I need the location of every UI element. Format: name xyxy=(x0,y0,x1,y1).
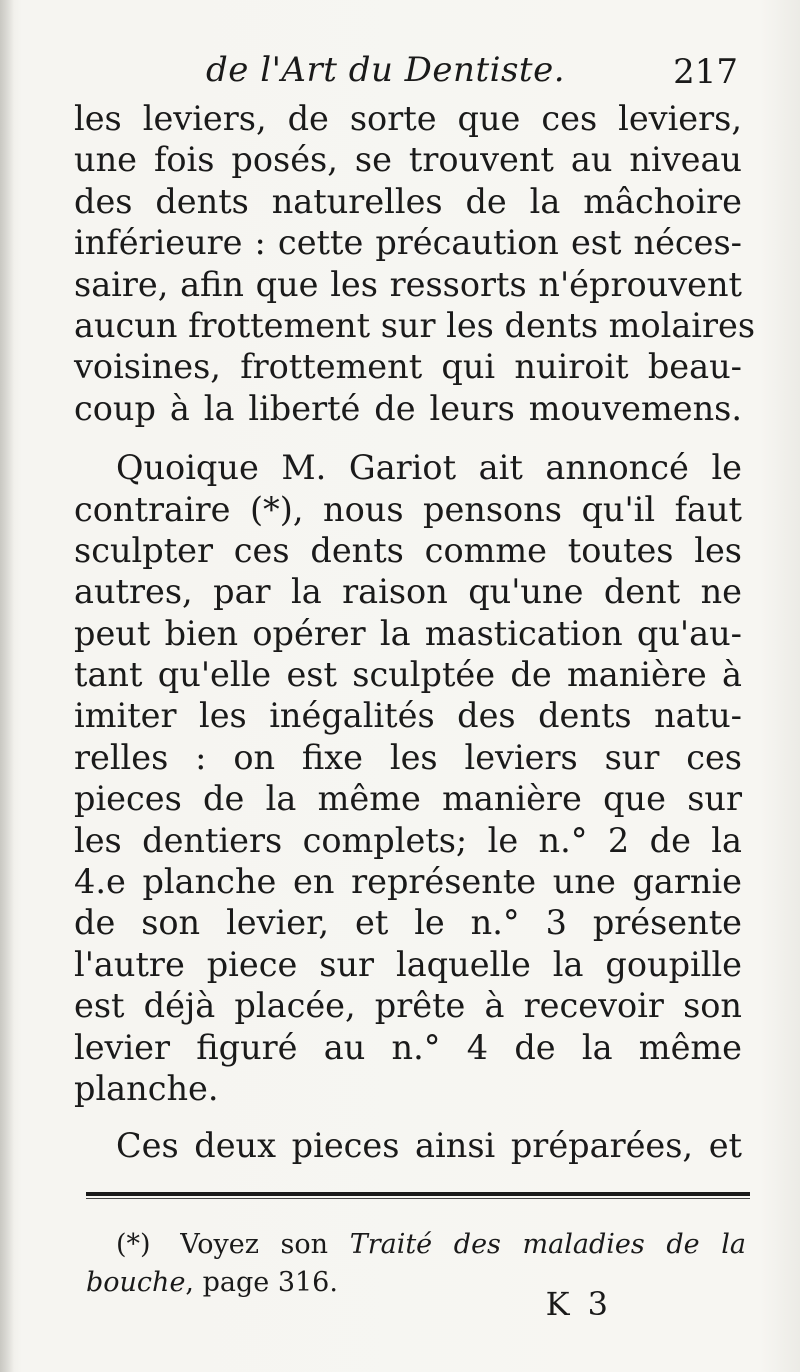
text-line: levier figuré au n.° 4 de la même xyxy=(74,1027,742,1067)
text-line: voisines, frottement qui nuiroit beau- xyxy=(74,347,742,387)
paragraph-gap xyxy=(74,429,742,447)
footnote-rule xyxy=(86,1192,750,1196)
text-line: relles : on fixe les leviers sur ces xyxy=(74,737,742,777)
text-line: 4.e planche en représente une garnie xyxy=(74,862,742,902)
gutter-shadow xyxy=(0,0,14,1372)
text-line: coup à la liberté de leurs mouvemens. xyxy=(74,388,742,428)
footnote xyxy=(86,1226,746,1302)
text-line: pieces de la même manière que sur xyxy=(74,779,742,819)
text-line: inférieure : cette précaution est néces- xyxy=(74,223,742,263)
text-line: de son levier, et le n.° 3 présente xyxy=(74,903,742,943)
footnote-line xyxy=(86,1264,746,1302)
text-line: des dents naturelles de la mâchoire xyxy=(74,181,742,221)
text-line: tant qu'elle est sculptée de manière à xyxy=(74,655,742,695)
text-line: est déjà placée, prête à recevoir son xyxy=(74,986,742,1026)
text-line: autres, par la raison qu'une dent ne xyxy=(74,572,742,612)
text-line: aucun frottement sur les dents molaires xyxy=(74,305,756,345)
footnote-line xyxy=(86,1226,746,1264)
text-line: contraire (*), nous pensons qu'il faut xyxy=(74,489,742,529)
running-title: de l'Art du Dentiste. xyxy=(206,50,566,90)
footnote-text: Voyez son xyxy=(180,1229,329,1260)
text-line: les dentiers complets; le n.° 2 de la xyxy=(74,820,742,860)
text-line: peut bien opérer la mastication qu'au- xyxy=(74,613,742,653)
text-line: imiter les inégalités des dents natu- xyxy=(74,696,742,736)
page-number: 217 xyxy=(673,52,738,92)
text-line: l'autre piece sur laquelle la goupille xyxy=(74,944,742,984)
text-line: les leviers, de sorte que ces leviers, xyxy=(74,99,742,138)
text-line: Ces deux pieces ainsi préparées, et xyxy=(116,1126,742,1166)
footnote-rule-thin xyxy=(86,1198,750,1199)
footnote-text: , page 316. xyxy=(185,1267,338,1298)
page-header xyxy=(76,40,746,100)
paragraph-gap xyxy=(74,1109,742,1125)
text-line: planche. xyxy=(74,1068,219,1108)
text-line: Quoique M. Gariot ait annoncé le xyxy=(116,448,742,488)
signature-mark: K 3 xyxy=(545,1285,612,1323)
text-line: saire, afin que les ressorts n'éprouvent xyxy=(74,264,742,304)
footnote-title: bouche xyxy=(86,1267,186,1298)
footnote-marker: (*) xyxy=(116,1229,151,1260)
text-line: sculpter ces dents comme toutes les xyxy=(74,530,742,570)
body-text xyxy=(74,98,756,1167)
footnote-title: Traité des maladies de la xyxy=(349,1229,746,1260)
text-line: une fois posés, se trouvent au niveau xyxy=(74,140,742,180)
